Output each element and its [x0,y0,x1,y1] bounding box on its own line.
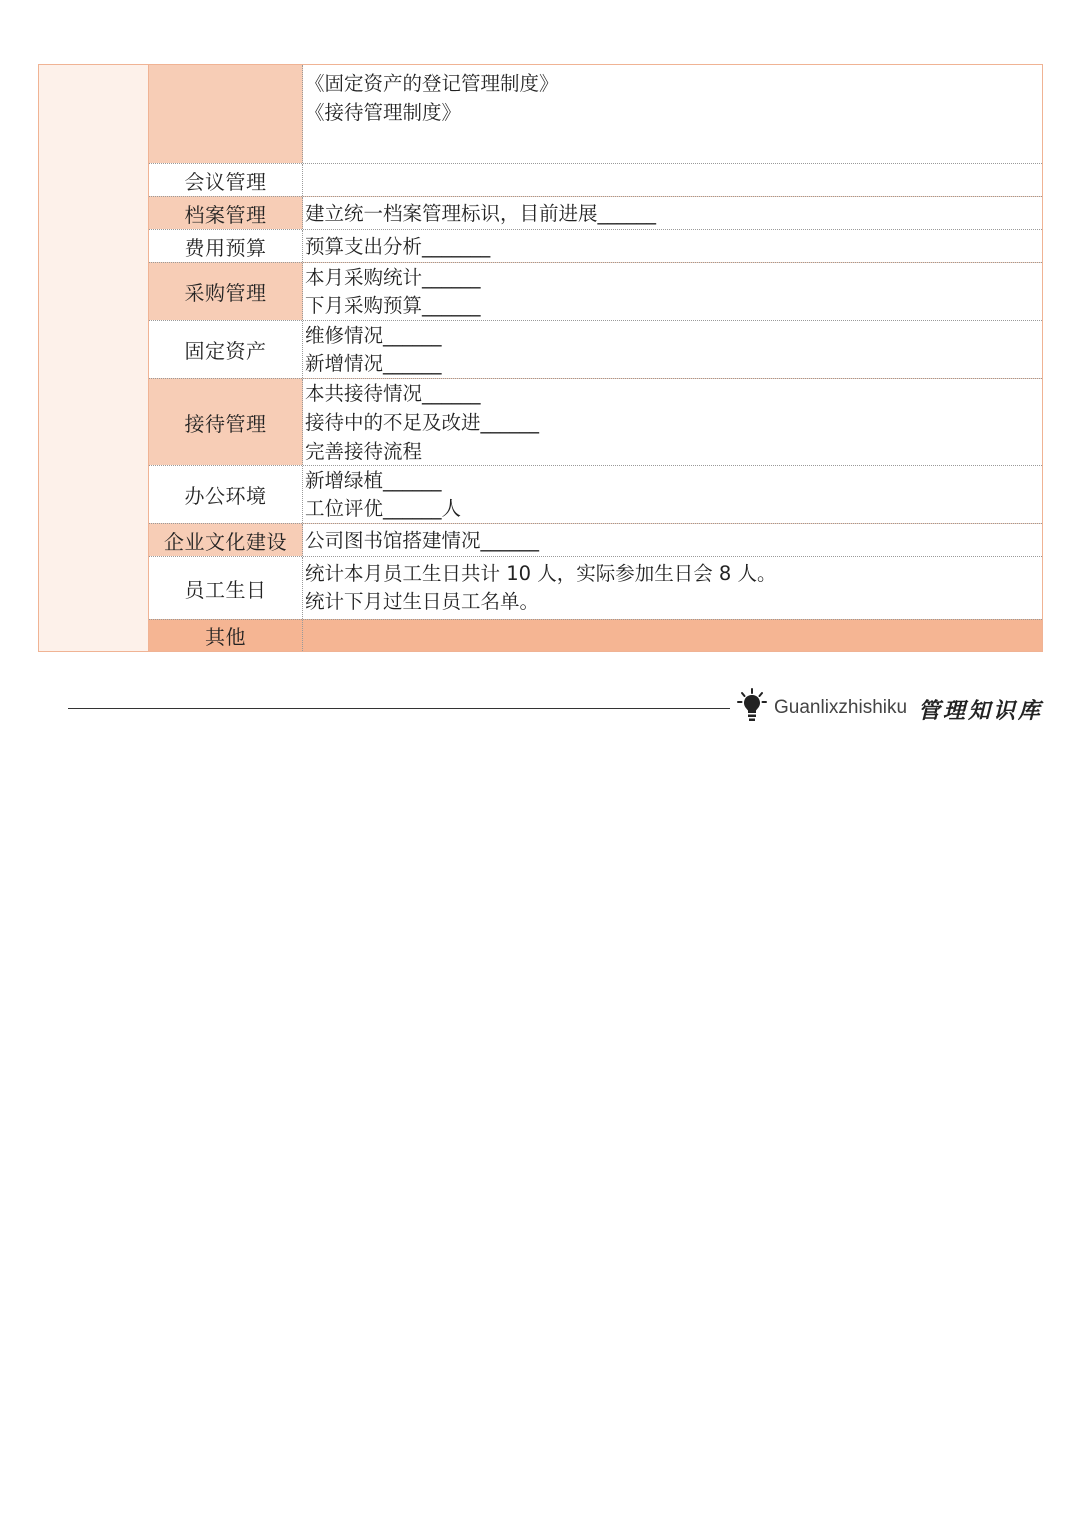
table-row [149,65,1042,163]
content-line: 统计下月过生日员工名单。 [305,590,540,613]
table-row [149,320,1042,378]
management-table [38,64,1043,652]
table-row [149,619,1042,651]
row-category: 会议管理 [149,164,303,196]
section-column [39,65,149,651]
table-row [149,262,1042,320]
row-content [303,557,1042,619]
lightbulb-icon [737,688,767,724]
content-line: 建立统一档案管理标识，目前进展______ [305,201,657,225]
row-content [303,164,1042,196]
table-row [149,229,1042,262]
row-content [303,65,1042,163]
row-category: 办公环境 [149,466,303,523]
table-row [149,163,1042,196]
content-line: 统计本月员工生日共计 10 人，实际参加生日会 8 人。 [305,562,777,585]
row-content [303,197,1042,229]
content-line: 《固定资产的登记管理制度》 [305,72,559,95]
row-category [149,65,303,163]
row-content [303,620,1042,651]
content-line: 本月采购统计______ [305,265,481,289]
content-line: 新增情况______ [305,351,442,375]
content-line: 工位评优______人 [305,496,462,520]
row-category: 企业文化建设 [149,524,303,556]
brand-name-english: Guanlixzhishiku [774,697,908,718]
row-category: 固定资产 [149,321,303,378]
content-line: 新增绿植______ [305,468,442,492]
content-line: 下月采购预算______ [305,293,481,317]
content-line: 本共接待情况______ [305,381,481,405]
content-line: 公司图书馆搭建情况______ [305,528,540,552]
row-content [303,466,1042,523]
content-line: 《接待管理制度》 [305,101,462,124]
row-category: 接待管理 [149,379,303,465]
row-category: 采购管理 [149,263,303,320]
table-row [149,378,1042,465]
row-category: 其他 [149,620,303,651]
content-line: 接待中的不足及改进______ [305,410,540,434]
table-row [149,523,1042,556]
content-line: 维修情况______ [305,323,442,347]
row-category: 档案管理 [149,197,303,229]
row-category: 员工生日 [149,557,303,619]
row-content [303,379,1042,465]
row-content [303,263,1042,320]
footer-divider [68,708,730,709]
row-category: 费用预算 [149,230,303,262]
table-row [149,465,1042,523]
row-content [303,321,1042,378]
content-line: 预算支出分析_______ [305,234,491,258]
row-content [303,524,1042,556]
table-row [149,196,1042,229]
content-line: 完善接待流程 [305,439,423,463]
table-row [149,556,1042,619]
brand-name-chinese: 管理知识库 [918,698,1044,724]
row-content [303,230,1042,262]
